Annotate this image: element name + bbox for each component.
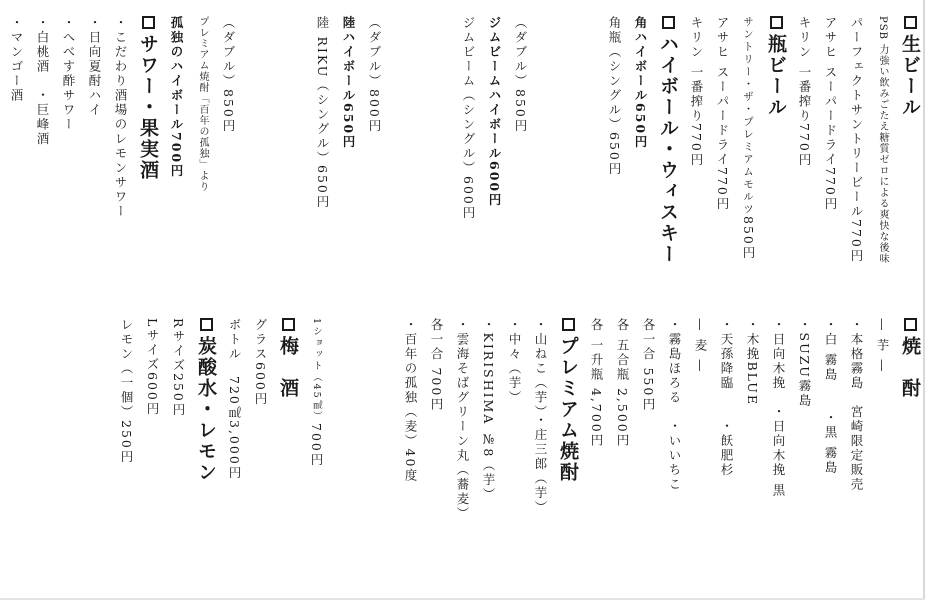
price-line: 各 一升瓶 4,700円 (589, 318, 604, 449)
menu-item: キリン 一番搾り 770円 (797, 16, 812, 168)
menu-panel-bottom (0, 318, 925, 590)
menu-item: ・霧島ほろる ・いいちこ (667, 318, 682, 492)
menu-item: 角ハイボール 650円 (633, 16, 648, 150)
menu-item: （ダブル） 800円 (367, 16, 382, 133)
menu-item: ・マンゴー酒 (9, 16, 24, 103)
menu-item: アサヒ スーパードライ 770円 (715, 16, 730, 212)
menu-item: ・へべす酢サワー (61, 16, 76, 132)
checkbox-icon (200, 318, 213, 331)
menu-item: ・山ねこ（芋）・庄三郎（芋） (533, 318, 548, 515)
menu-item: ・木挽BLUE (745, 318, 760, 406)
menu-item: ・こだわり酒場のレモンサワー (113, 16, 128, 219)
menu-item: ・SUZU霧島 (797, 318, 812, 408)
menu-item: レモン（一個） 250円 (119, 318, 134, 464)
menu-item: ・日向木挽 ・日向木挽 黒 (771, 318, 786, 498)
category-label-mugi: — 麦 — (693, 318, 708, 374)
sour-price (0, 16, 3, 286)
checkbox-icon (662, 16, 675, 29)
menu-item: ・百年の孤独（麦）40度 (403, 318, 418, 483)
menu-item: 陸 RIKU（シングル） 650円 (315, 16, 330, 210)
menu-item: 陸ハイボール 650円 (341, 16, 356, 150)
menu-item: ジムビームハイボール 600円 (487, 16, 502, 208)
beer-note: PSB 力強い飲みごたえ糖質ゼロによる爽快な後味 (877, 16, 888, 265)
menu-item: Lサイズ 600円 (145, 318, 160, 417)
menu-item: ・白 霧島 ・黒 霧島 (823, 318, 838, 475)
menu-item: Rサイズ 250円 (171, 318, 186, 418)
menu-item: 1ショット（45㎖） 700円 (309, 318, 324, 467)
price-line: 各一合 700円 (429, 318, 444, 412)
price-line: 各 五合瓶 2,500円 (615, 318, 630, 449)
menu-item: サントリー・ザ・プレミアムモルツ 850円 (741, 16, 756, 261)
section-heading-beer: 生ビール (895, 16, 925, 286)
checkbox-icon (904, 16, 917, 29)
menu-item: グラス 600円 (253, 318, 268, 406)
section-heading-shochu: 焼 酎 (895, 318, 925, 590)
menu-item: （ダブル） 850円 (513, 16, 528, 133)
section-heading-soda: 炭酸水・レモン (191, 318, 221, 590)
menu-item: ボトル 720㎖ 3,000円 (227, 318, 242, 481)
price-line: 各一合 550円 (641, 318, 656, 412)
menu-item: ジムビーム（シングル） 600円 (461, 16, 476, 220)
menu-item: 孤独のハイボール 700円 (169, 16, 184, 179)
checkbox-icon (282, 318, 295, 331)
checkbox-icon (770, 16, 783, 29)
menu-item: ・KIRISHIMA №8（芋） (481, 318, 496, 502)
menu-item: 角瓶（シングル） 650円 (607, 16, 622, 177)
menu-item: ・本格霧島 宮崎限定販売 (849, 318, 864, 492)
menu-item: ・中々（芋） (507, 318, 522, 405)
menu-item-note: プレミアム焼酎「百年の孤独」より (197, 16, 208, 192)
menu-panel-top (0, 16, 925, 286)
section-heading-highball: ハイボール・ウィスキー (653, 16, 683, 286)
section-heading-premium-shochu: プレミアム焼酎 (553, 318, 583, 590)
menu-item: アサヒ スーパードライ 770円 (823, 16, 838, 212)
section-heading-ume: 梅 酒 (273, 318, 303, 590)
section-heading-bottle-beer: 瓶ビール (761, 16, 791, 286)
checkbox-icon (562, 318, 575, 331)
menu-item: キリン 一番搾り 770円 (689, 16, 704, 168)
checkbox-icon (904, 318, 917, 331)
menu-item: パーフェクトサントリービール 770円 (849, 16, 864, 264)
menu-item: ・白桃酒 ・巨峰酒 (35, 16, 50, 147)
menu-item: ・天孫降臨 ・飫肥杉 (719, 318, 734, 478)
menu-item: （ダブル） 850円 (221, 16, 236, 133)
checkbox-icon (142, 16, 155, 29)
section-heading-sour: サワー・果実酒 (133, 16, 163, 286)
category-label-imo: — 芋 — (875, 318, 890, 374)
menu-item: ・雲海そばグリーン丸（蕎麦） (455, 318, 470, 521)
menu-item: ・日向夏酎ハイ (87, 16, 102, 118)
